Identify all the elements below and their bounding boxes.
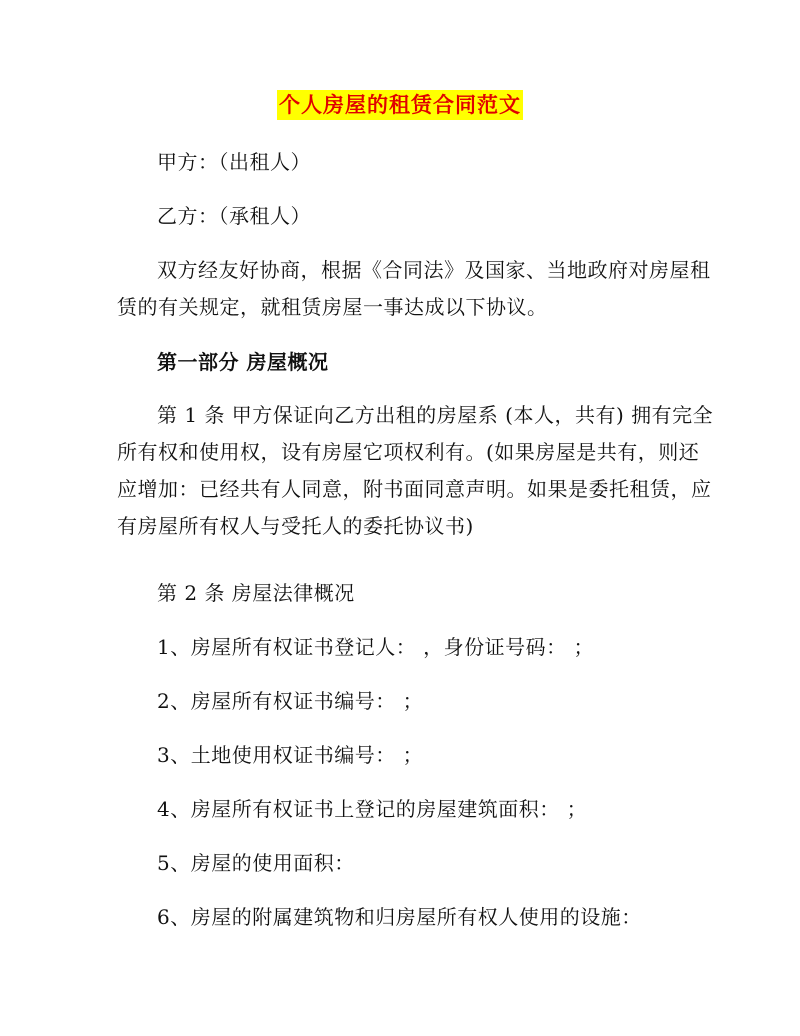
article-2-heading: 第 2 条 房屋法律概况 [157, 581, 355, 605]
article-1-paragraph: 第 1 条 甲方保证向乙方出租的房屋系 (本人，共有) 拥有完全所有权和使用权，设有房屋它项权利有。(如果房屋是共有，则还应增加：已经共有人同意，附书面同意声明。如果是委托租赁，应有房屋所有权人与受托人的委托协议书) [117, 403, 714, 538]
list-item-4: 4、房屋所有权证书上登记的房屋建筑面积： ； [157, 797, 588, 821]
party-b-line: 乙方：（承租人） [157, 204, 311, 228]
intro-paragraph: 双方经友好协商，根据《合同法》及国家、当地政府对房屋租赁的有关规定，就租赁房屋一事达成以下协议。 [117, 258, 711, 319]
list-item-3: 3、土地使用权证书编号： ； [157, 743, 424, 767]
section-heading: 第一部分 房屋概况 [157, 350, 329, 374]
list-item-5: 5、房屋的使用面积： [157, 851, 355, 875]
list-item-2: 2、房屋所有权证书编号： ； [157, 689, 424, 713]
title-container [0, 90, 800, 120]
list-item-6: 6、房屋的附属建筑物和归房屋所有权人使用的设施： [157, 905, 642, 929]
document-title: 个人房屋的租赁合同范文 [277, 90, 523, 120]
party-a-line: 甲方：（出租人） [157, 150, 311, 174]
list-item-1: 1、房屋所有权证书登记人： ，身份证号码： ； [157, 635, 594, 659]
